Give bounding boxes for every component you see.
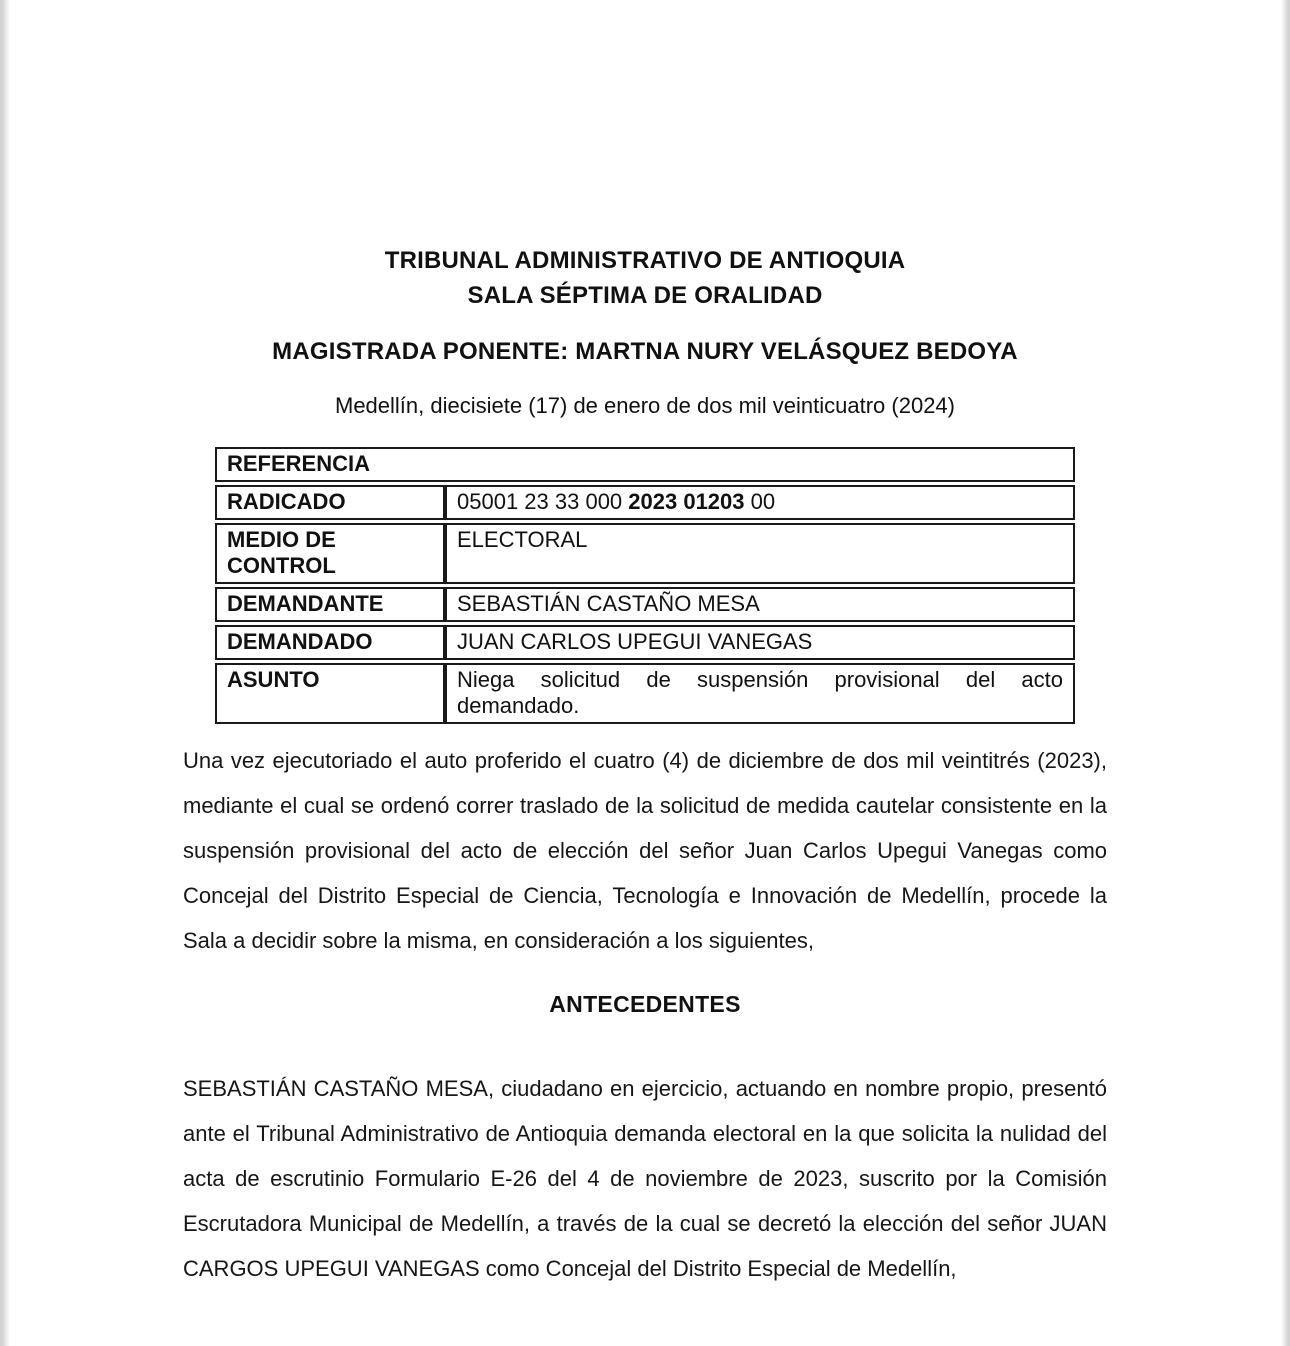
title-line-2: SALA SÉPTIMA DE ORALIDAD xyxy=(467,282,823,309)
medio-control-value-cell: ELECTORAL xyxy=(445,523,1075,584)
demandado-label-cell: DEMANDADO xyxy=(215,625,445,660)
radicado-bold-part: 2023 01203 xyxy=(628,489,745,514)
document-header xyxy=(0,243,1290,421)
asunto-label-cell: ASUNTO xyxy=(215,663,445,724)
radicado-value-cell xyxy=(445,485,1075,520)
table-row-medio-de-control xyxy=(215,523,1075,584)
table-row-demandante xyxy=(215,587,1075,622)
body-paragraph-2: SEBASTIÁN CASTAÑO MESA, ciudadano en ejercicio, actuando en nombre propio, presentó ante el Tribunal Administrativo de Antioquia demanda electoral en la que solicita la nulidad del acta de escrutinio Formulario E-26 del 4 de noviembre de 2023, suscrito por la Comisión Escrutadora Municipal de Medellín, a través de la cual se decretó la elección del señor JUAN CARGOS UPEGUI VANEGAS como Concejal del Distrito Especial de Medellín, xyxy=(183,1076,1107,1281)
magistrada-ponente-line: MAGISTRADA PONENTE: MARTNA NURY VELÁSQUEZ BEDOYA xyxy=(272,338,1018,365)
table-row-demandado xyxy=(215,625,1075,660)
table-row-asunto xyxy=(215,663,1075,724)
medio-control-label-cell: MEDIO DE CONTROL xyxy=(215,523,445,584)
radicado-prefix: 05001 23 33 000 xyxy=(457,489,629,514)
title-line-1: TRIBUNAL ADMINISTRATIVO DE ANTIOQUIA xyxy=(384,247,906,274)
referencia-header-cell: REFERENCIA xyxy=(215,447,1075,482)
asunto-value-cell: Niega solicitud de suspensión provisional del acto demandado. xyxy=(445,663,1075,724)
radicado-suffix: 00 xyxy=(744,489,776,514)
page-edge-left xyxy=(0,0,10,1346)
body-paragraph-1: Una vez ejecutoriado el auto proferido el cuatro (4) de diciembre de dos mil veintitrés (2023), mediante el cual se ordenó correr traslado de la solicitud de medida cautelar consistente en la suspensión provisional del acto de elección del señor Juan Carlos Upegui Vanegas como Concejal del Distrito Especial de Ciencia, Tecnología e Innovación de Medellín, procede la Sala a decidir sobre la misma, en consideración a los siguientes, xyxy=(183,748,1107,953)
radicado-label-cell: RADICADO xyxy=(215,485,445,520)
demandante-value-cell: SEBASTIÁN CASTAÑO MESA xyxy=(445,587,1075,622)
table-row-referencia xyxy=(215,447,1075,482)
reference-table xyxy=(215,444,1075,727)
antecedentes-heading: ANTECEDENTES xyxy=(549,991,741,1017)
page-edge-right xyxy=(1281,0,1290,1346)
demandado-value-cell: JUAN CARLOS UPEGUI VANEGAS xyxy=(445,625,1075,660)
place-date-line: Medellín, diecisiete (17) de enero de dos mil veinticuatro (2024) xyxy=(335,393,955,418)
table-row-radicado xyxy=(215,485,1075,520)
demandante-label-cell: DEMANDANTE xyxy=(215,587,445,622)
tribunal-title xyxy=(0,243,1290,313)
